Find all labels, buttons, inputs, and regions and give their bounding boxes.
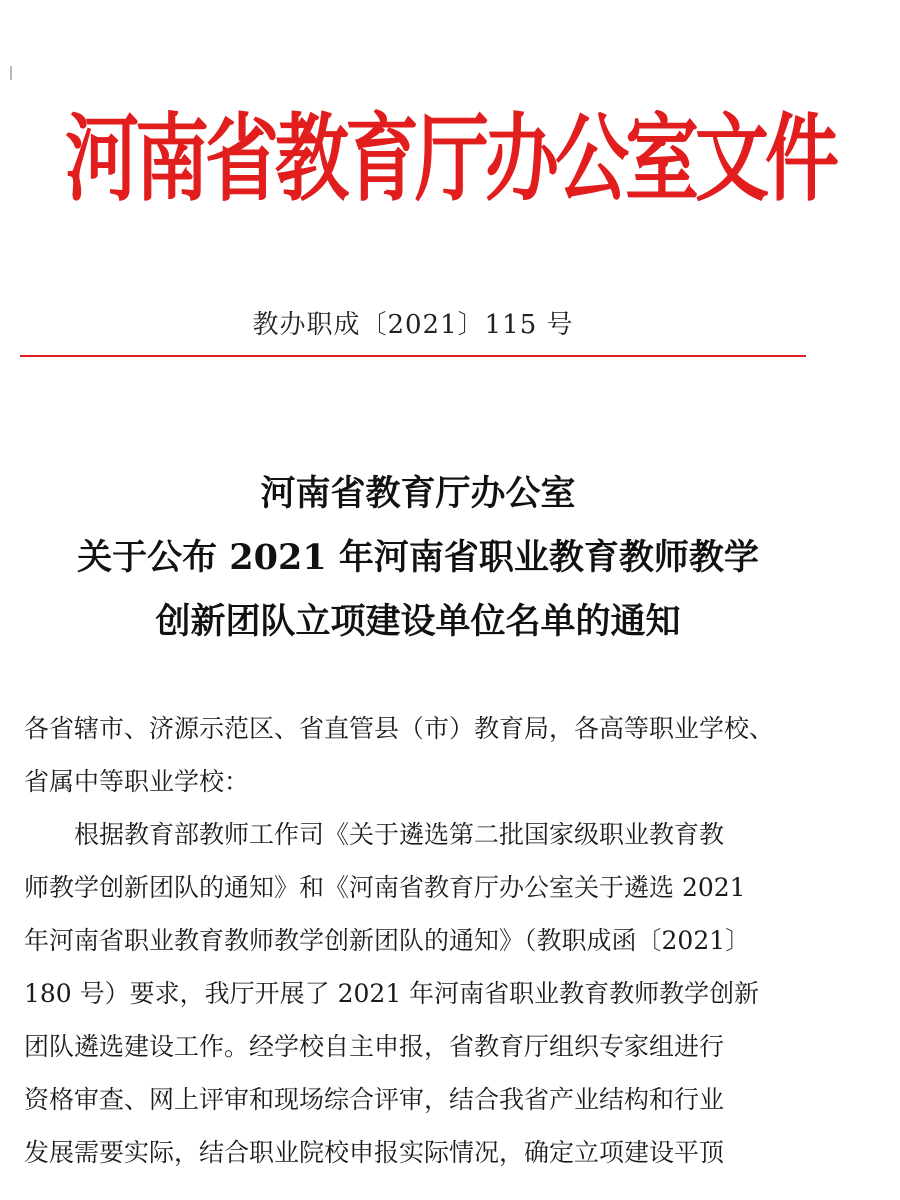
notice-body (24, 702, 814, 1179)
body-line-7: 发展需要实际，结合职业院校申报实际情况，确定立项建设平顶 (24, 1138, 725, 1167)
document-number: 教办职成〔2021〕115 号 (252, 310, 574, 340)
body-line-5: 团队遴选建设工作。经学校自主申报，省教育厅组织专家组进行 (24, 1032, 725, 1061)
title-line-3: 创新团队立项建设单位名单的通知 (155, 601, 681, 642)
body-line-4: 180 号）要求，我厅开展了 2021 年河南省职业教育教师教学创新 (24, 979, 760, 1008)
body-line-2: 师教学创新团队的通知》和《河南省教育厅办公室关于遴选 2021 (24, 873, 746, 902)
masthead-title: 河南省教育厅办公室文件 (65, 104, 835, 215)
title-line-2: 关于公布 2021 年河南省职业教育教师教学 (77, 537, 759, 578)
title-line-1: 河南省教育厅办公室 (260, 473, 576, 514)
red-divider-line (20, 355, 806, 357)
scan-edge-mark (10, 66, 12, 80)
body-line-1: 根据教育部教师工作司《关于遴选第二批国家级职业教育教 (74, 820, 725, 849)
addressee-line-1: 各省辖市、济源示范区、省直管县（市）教育局，各高等职业学校、 (24, 714, 775, 743)
notice-title (0, 462, 836, 654)
body-line-6: 资格审查、网上评审和现场综合评审，结合我省产业结构和行业 (24, 1085, 725, 1114)
addressee-line-2: 省属中等职业学校： (24, 767, 250, 796)
body-line-3: 年河南省职业教育教师教学创新团队的通知》（教职成函〔2021〕 (24, 926, 751, 955)
